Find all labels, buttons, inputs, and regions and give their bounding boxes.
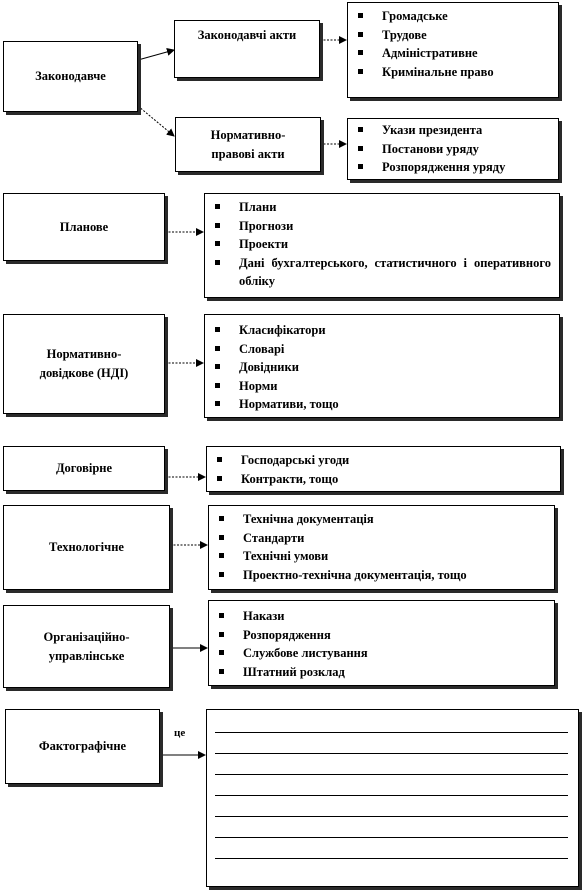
category-ndi: Нормативно-довідкове (НДІ) xyxy=(3,314,165,414)
list-item: Проектно-технічна документація, тощо xyxy=(217,566,546,585)
blank-line xyxy=(215,732,568,733)
arrow-legislative-to-acts xyxy=(138,50,174,60)
list-item: Стандарти xyxy=(217,529,546,548)
list-item: Розпорядження уряду xyxy=(356,158,550,177)
list-orhanizatsiine xyxy=(208,600,555,686)
list-item: Довідники xyxy=(213,358,551,377)
blank-line xyxy=(215,837,568,838)
list-item: Накази xyxy=(217,607,546,626)
list-item: Дані бухгалтерського, статистичного і оперативного обліку xyxy=(213,254,551,291)
blank-line xyxy=(215,774,568,775)
list-item: Норми xyxy=(213,377,551,396)
category-orhanizatsiine: Організаційно-управлінське xyxy=(3,605,170,688)
list-item: Укази президента xyxy=(356,121,550,140)
list-item: Словарі xyxy=(213,340,551,359)
list-item: Контракти, тощо xyxy=(215,470,552,489)
blank-lines-box xyxy=(206,709,579,887)
subgroup-normative-acts: Нормативно-правові акти xyxy=(175,117,321,172)
list-item: Нормативи, тощо xyxy=(213,395,551,414)
list-item: Плани xyxy=(213,198,551,217)
list-item: Адміністративне xyxy=(356,44,550,63)
category-dogovirne: Договірне xyxy=(3,446,165,491)
list-item: Трудове xyxy=(356,26,550,45)
list-item: Службове листування xyxy=(217,644,546,663)
list-item: Постанови уряду xyxy=(356,140,550,159)
connector-label: це xyxy=(174,727,186,739)
list-item: Громадське xyxy=(356,7,550,26)
list-dogovirne xyxy=(206,446,561,492)
blank-line xyxy=(215,795,568,796)
list-tekhnolohichne xyxy=(208,505,555,590)
list-item: Проекти xyxy=(213,235,551,254)
category-planove: Планове xyxy=(3,193,165,261)
list-item: Господарські угоди xyxy=(215,451,552,470)
list-item: Технічна документація xyxy=(217,510,546,529)
list-item: Штатний розклад xyxy=(217,663,546,682)
blank-line xyxy=(215,858,568,859)
category-faktohrafichne: Фактографічне xyxy=(5,709,160,784)
category-tekhnolohichne: Технологічне xyxy=(3,505,170,590)
list-item: Розпорядження xyxy=(217,626,546,645)
category-legislative: Законодавче xyxy=(3,41,138,112)
blank-line xyxy=(215,753,568,754)
blank-line xyxy=(215,816,568,817)
list-item: Технічні умови xyxy=(217,547,546,566)
list-item: Кримінальне право xyxy=(356,63,550,82)
arrow-legislative-to-normative xyxy=(138,106,174,136)
list-item: Прогнози xyxy=(213,217,551,236)
list-normative-acts xyxy=(347,118,559,180)
list-ndi xyxy=(204,314,560,418)
list-item: Класифікатори xyxy=(213,321,551,340)
list-planove xyxy=(204,193,560,298)
subgroup-legislative-acts: Законодавчі акти xyxy=(174,20,320,78)
list-legislative-acts xyxy=(347,2,559,98)
